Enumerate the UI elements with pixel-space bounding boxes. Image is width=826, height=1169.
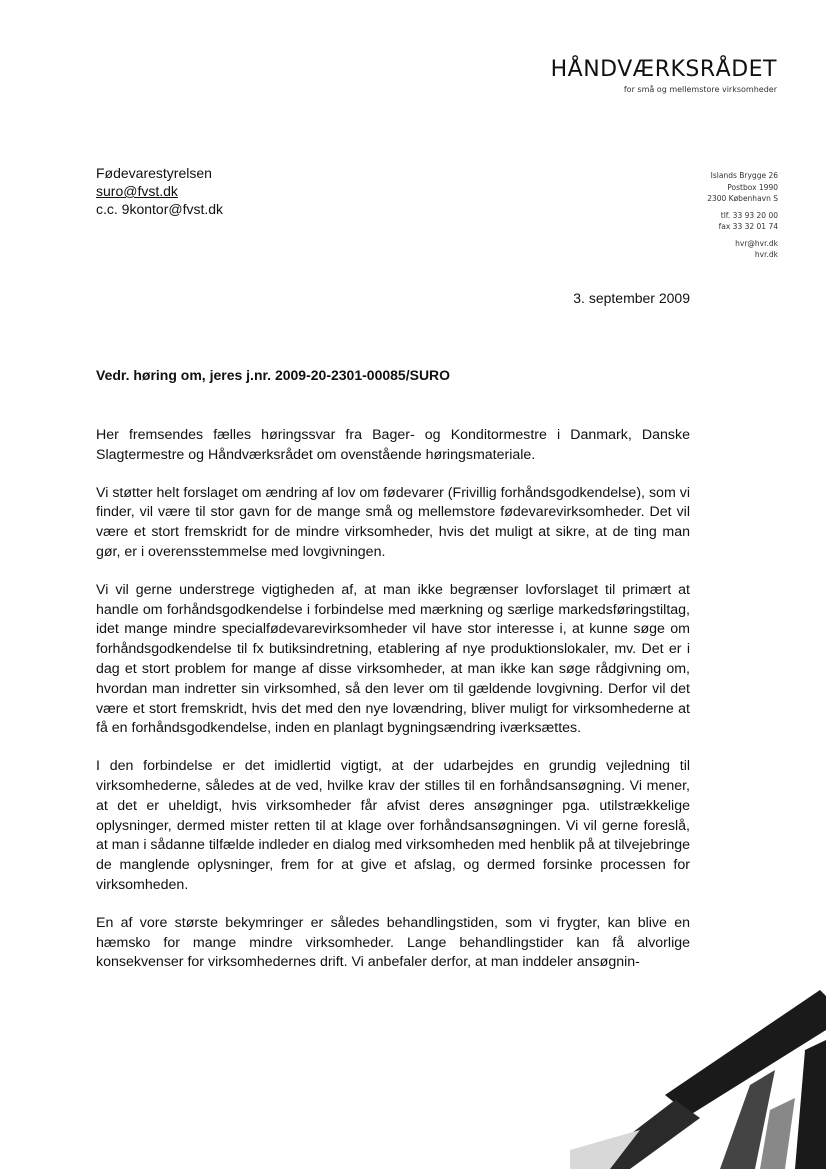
letter-date: 3. september 2009 [573, 290, 690, 306]
body-paragraph: En af vore største bekymringer er således behandlingstiden, som vi frygter, kan blive en hæmsko for mange mindre virksomheder. Lange behandlingstider kan få alvorlige konsekvenser for virksomhedernes drift. Vi anbefaler derfor, at man inddeler ansøgnin- [96, 914, 690, 971]
decorative-corner-graphic [570, 990, 826, 1169]
contact-street: Islands Brygge 26 [710, 171, 778, 180]
contact-fax: fax 33 32 01 74 [718, 222, 778, 231]
body-paragraph: I den forbindelse er det imidlertid vigtigt, at der udarbejdes en grundig vejledning til virksomhederne, således at de ved, hvilke krav der stilles til en forhåndsansøgning. Vi mener, at det er uheldigt, hvis virksomheder får afvist deres ansøgninger pga. utilstrækkelige oplysninger, dermed mister retten til at klage over forhåndsansøgningen. Vi vil gerne foreslå, at man i sådanne tilfælde indleder en dialog med virksomheden med henblik på at tilvejebringe de manglende oplysninger, frem for at give et afslag, og dermed forsinke processen for virksomheden. [96, 758, 690, 893]
contact-email: hvr@hvr.dk [735, 238, 778, 248]
recipient-name: Fødevarestyrelsen [96, 165, 212, 181]
contact-postbox: Postbox 1990 [727, 182, 778, 192]
recipient-block [96, 164, 223, 218]
sender-contact-block [640, 170, 778, 261]
letter-body [96, 426, 690, 991]
contact-web: hvr.dk [754, 250, 778, 259]
body-paragraph: Vi vil gerne understrege vigtigheden af, at man ikke begrænser lovforslaget til primært at handle om forhåndsgodkendelse i forbindelse med mærkning og særlige markedsføringstiltag, idet mange mindre specialfødevarevirksomheder vil have stor interesse i, at kunne søge om forhåndsgodkendelse til fx butiksindretning, etablering af nye produktionslokaler, mv. Det er i dag et stort problem for mange af disse virksomheder, at man ikke kan søge rådgivning om, hvordan man indretter sin virksomhed, så den lever om til gældende lovgivning. Derfor vil det være et stort fremskridt, hvis det med den nye lovændring, bliver muligt for virksomhederne at få en forhåndsgodkendelse, inden en planlagt bygningsændring iværksættes. [96, 581, 690, 737]
body-paragraph: Vi støtter helt forslaget om ændring af lov om fødevarer (Frivillig forhåndsgodkendelse), som vi finder, vil være til stor gavn for de mange små og mellemstore fødevarevirksomheder. Det vil være et stort fremskridt for de mindre virksomheder, hvis det muligt at sikre, at de ting man gør, er i overensstemmelse med lovgivningen. [96, 484, 690, 560]
body-paragraph: Her fremsendes fælles høringssvar fra Bager- og Konditormestre i Danmark, Danske Slagtermestre og Håndværksrådet om ovenstående høringsmateriale. [96, 427, 690, 463]
contact-phone: tlf. 33 93 20 00 [720, 210, 778, 220]
recipient-email-link[interactable]: suro@fvst.dk [96, 183, 178, 199]
contact-city: 2300 København S [707, 194, 778, 203]
recipient-cc: c.c. 9kontor@fvst.dk [96, 201, 224, 217]
organization-tagline: for små og mellemstore virksomheder [623, 85, 777, 94]
letter-subject: Vedr. høring om, jeres j.nr. 2009-20-2301-00085/SURO [96, 367, 451, 383]
organization-name: HÅNDVÆRKSRÅDET [550, 57, 777, 82]
decorative-stroke [795, 1040, 826, 1169]
